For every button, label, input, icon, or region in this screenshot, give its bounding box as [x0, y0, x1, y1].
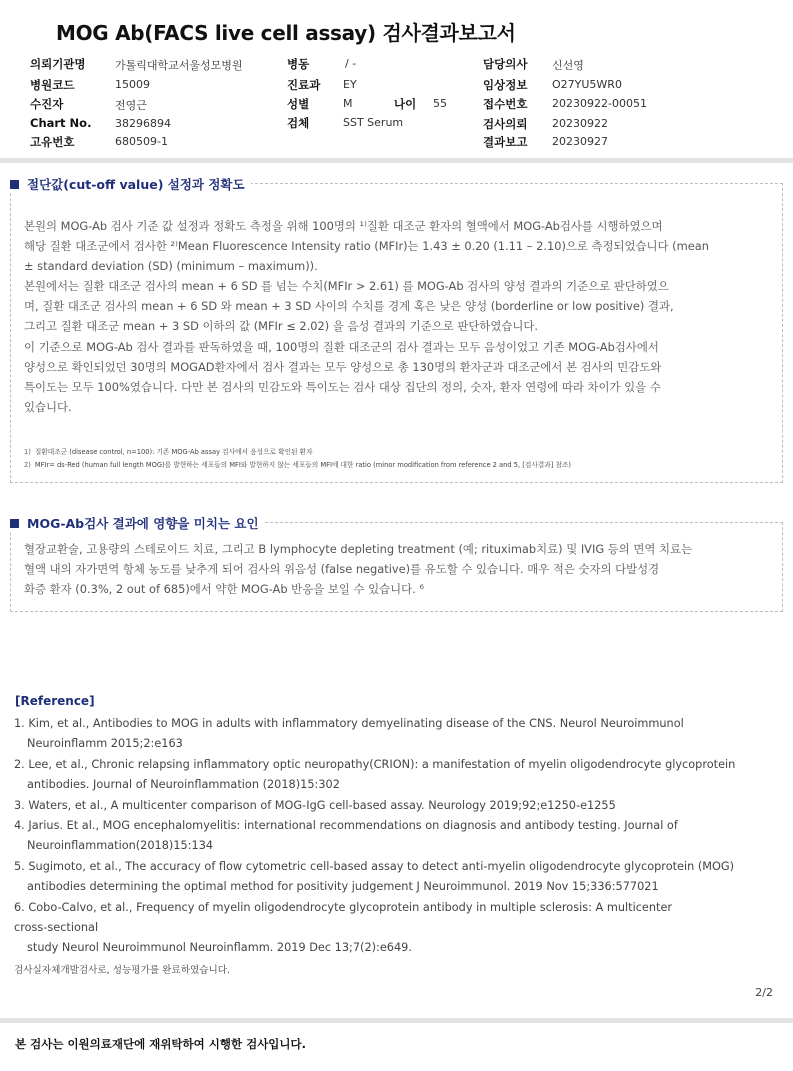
patient-value: 전영근: [115, 99, 147, 112]
square-bullet-icon: [10, 180, 19, 189]
factors-heading-text: MOG-Ab검사 결과에 영향을 미치는 요인: [27, 516, 259, 531]
footer-notice: 본 검사는 이원의료재단에 재위탁하여 시행한 검사입니다.: [15, 1037, 307, 1051]
reference-heading: [Reference]: [15, 694, 95, 708]
text-line: ± standard deviation (SD) (minimum – maximum)).: [24, 259, 318, 274]
reference-line: Neuroinflamm 2015;2:e163: [27, 737, 183, 751]
patient-info-block: [0, 54, 793, 150]
footnote-1: [24, 446, 774, 458]
reference-line: 5. Sugimoto, et al., The accuracy of flow cytometric cell-based assay to detect anti-myelin oligodendrocyte glycoprotein (MOG): [14, 859, 735, 873]
text-line: 해당 질환 대조군에서 검사한 ²⁾Mean Fluorescence Intensity ratio (MFIr)는 1.43 ± 0.20 (1.11 – 2.10)으로 측정되었습니다 (mean: [24, 239, 709, 254]
reference-item: [14, 714, 779, 755]
request-value: 20230922: [552, 117, 608, 130]
id-value: 680509-1: [115, 135, 168, 148]
reference-line: 3. Waters, et al., A multicenter comparison of MOG-IgG cell-based assay. Neurology 2019;92;e1250-e1255: [14, 798, 616, 812]
cutoff-paragraph: [24, 216, 774, 417]
chart-label: Chart No.: [30, 116, 92, 130]
doctor-value: 신선영: [552, 59, 584, 72]
receipt-value: 20230922-00051: [552, 97, 647, 110]
square-bullet-icon: [10, 519, 19, 528]
text-line: 특이도는 모두 100%였습니다. 다만 본 검사의 민감도와 특이도는 검사 대상 집단의 정의, 숫자, 환자 연령에 따라 차이가 있을 수: [24, 379, 661, 394]
reference-line: 4. Jarius. Et al., MOG encephalomyelitis: international recommendations on diagnosis and antibody testing. Journal of: [14, 819, 678, 833]
reference-line: 1. Kim, et al., Antibodies to MOG in adults with inflammatory demyelinating disease of the CNS. Neurol Neuroimmunol: [14, 717, 684, 730]
text-line: 화증 환자 (0.3%, 2 out of 685)에서 약한 MOG-Ab 반응을 보일 수 있습니다. ⁶: [24, 582, 424, 597]
factors-paragraph: [24, 539, 774, 599]
age-label: 나이: [394, 97, 417, 111]
org-value: 가톨릭대학교서울성모병원: [115, 59, 243, 72]
header-divider: [0, 158, 793, 163]
footnote-2-text: MFIr= ds-Red (human full length MOG)를 발현하는 세포들의 MFI와 발현하지 않는 세포들의 MFI에 대한 ratio (minor modification from reference 2 and 5, [검사결과] 참조): [34, 461, 571, 469]
clinical-value: O27YU5WR0: [552, 78, 622, 91]
dept-label: 진료과: [287, 78, 321, 92]
report-title: MOG Ab(FACS live cell assay) 검사결과보고서: [56, 21, 516, 45]
reference-line: Neuroinflammation(2018)15:134: [27, 839, 214, 853]
patient-label: 수진자: [30, 97, 64, 111]
clinical-label: 임상정보: [483, 78, 528, 92]
cutoff-section-heading: [10, 175, 251, 193]
footnote-2-mark: 2): [24, 461, 31, 469]
factors-section-heading: [10, 514, 265, 532]
reference-line: antibodies determining the optimal method for positivity judgement J Neuroimmunol. 2019 Nov 15;336:577021: [27, 880, 659, 894]
reference-line: antibodies. Journal of Neuroinflammation (2018)15:302: [27, 778, 340, 792]
text-line: 본원에서는 질환 대조군 검사의 mean + 6 SD 를 넘는 수치(MFIr > 2.61) 를 MOG-Ab 검사의 양성 결과의 기준으로 판단하였으: [24, 279, 669, 294]
doctor-label: 담당의사: [483, 57, 528, 71]
reference-item: [14, 755, 779, 796]
code-value: 15009: [115, 78, 150, 91]
id-label: 고유번호: [30, 135, 75, 149]
request-label: 검사의뢰: [483, 117, 528, 131]
reference-item: [14, 816, 779, 857]
org-label: 의뢰기관명: [30, 57, 86, 71]
reference-item: [14, 796, 779, 816]
receipt-label: 접수번호: [483, 97, 528, 111]
sex-label: 성별: [287, 97, 310, 111]
ward-value: / -: [345, 57, 357, 70]
footnote-1-text: 질환대조군 (disease control, n=100): 기존 MOG-Ab assay 검사에서 음성으로 확인된 환자: [34, 448, 313, 456]
footnote-1-mark: 1): [24, 448, 31, 456]
page-number: 2/2: [755, 986, 773, 999]
sex-value: M: [343, 97, 353, 110]
cutoff-heading-text: 절단값(cut-off value) 설정과 정확도: [27, 177, 245, 192]
text-line: 혈액 내의 자가면역 항체 농도를 낮추게 되어 검사의 위음성 (false negative)를 유도할 수 있습니다. 매우 적은 숫자의 다발성경: [24, 562, 660, 577]
chart-value: 38296894: [115, 117, 171, 130]
text-line: 이 기준으로 MOG-Ab 검사 결과를 판독하였을 때, 100명의 질환 대조군의 검사 결과는 모두 음성이었고 기존 MOG-Ab검사에서: [24, 339, 659, 354]
code-label: 병원코드: [30, 78, 75, 92]
text-line: 며, 질환 대조군 검사의 mean + 6 SD 와 mean + 3 SD 사이의 수치를 경계 혹은 낮은 양성 (borderline or low positive) 결과,: [24, 299, 674, 314]
specimen-label: 검체: [287, 116, 310, 130]
ward-label: 병동: [287, 57, 310, 71]
specimen-value: SST Serum: [343, 116, 404, 129]
reference-list: [14, 714, 779, 959]
reference-item: [14, 857, 779, 898]
footer-divider: [0, 1018, 793, 1023]
validation-note: 검사실자체개발검사로, 성능평가를 완료하였습니다.: [14, 965, 231, 976]
reference-item: [14, 898, 779, 959]
text-line: 양성으로 확인되었던 30명의 MOGAD환자에서 검사 결과는 모두 양성으로 총 130명의 환자군과 대조군에서 본 검사의 민감도와: [24, 359, 662, 374]
reference-line: study Neurol Neuroimmunol Neuroinflamm. 2019 Dec 13;7(2):e649.: [27, 941, 412, 955]
report-date-label: 결과보고: [483, 135, 528, 149]
text-line: 본원의 MOG-Ab 검사 기준 값 설정과 정확도 측정을 위해 100명의 ¹⁾질환 대조군 환자의 혈액에서 MOG-Ab검사를 시행하였으며: [24, 219, 663, 233]
reference-line: 6. Cobo-Calvo, et al., Frequency of myelin oligodendrocyte glycoprotein antibody in multiple sclerosis: A multicenter: [14, 900, 673, 914]
text-line: 혈장교환술, 고용량의 스테로이드 치료, 그리고 B lymphocyte depleting treatment (예; rituximab치료) 및 IVIG 등의 면역 치료는: [24, 542, 693, 556]
reference-line: cross-sectional: [14, 921, 99, 935]
text-line: 그리고 질환 대조군 mean + 3 SD 이하의 값 (MFIr ≤ 2.02) 을 음성 결과의 기준으로 판단하였습니다.: [24, 319, 538, 334]
report-date-value: 20230927: [552, 135, 608, 148]
footnote-2: [24, 459, 774, 471]
text-line: 있습니다.: [24, 399, 72, 414]
reference-line: 2. Lee, et al., Chronic relapsing inflammatory optic neuropathy(CRION): a manifestation of myelin oligodendrocyte glycoprotein: [14, 757, 736, 771]
age-value: 55: [433, 97, 447, 110]
dept-value: EY: [343, 78, 357, 91]
